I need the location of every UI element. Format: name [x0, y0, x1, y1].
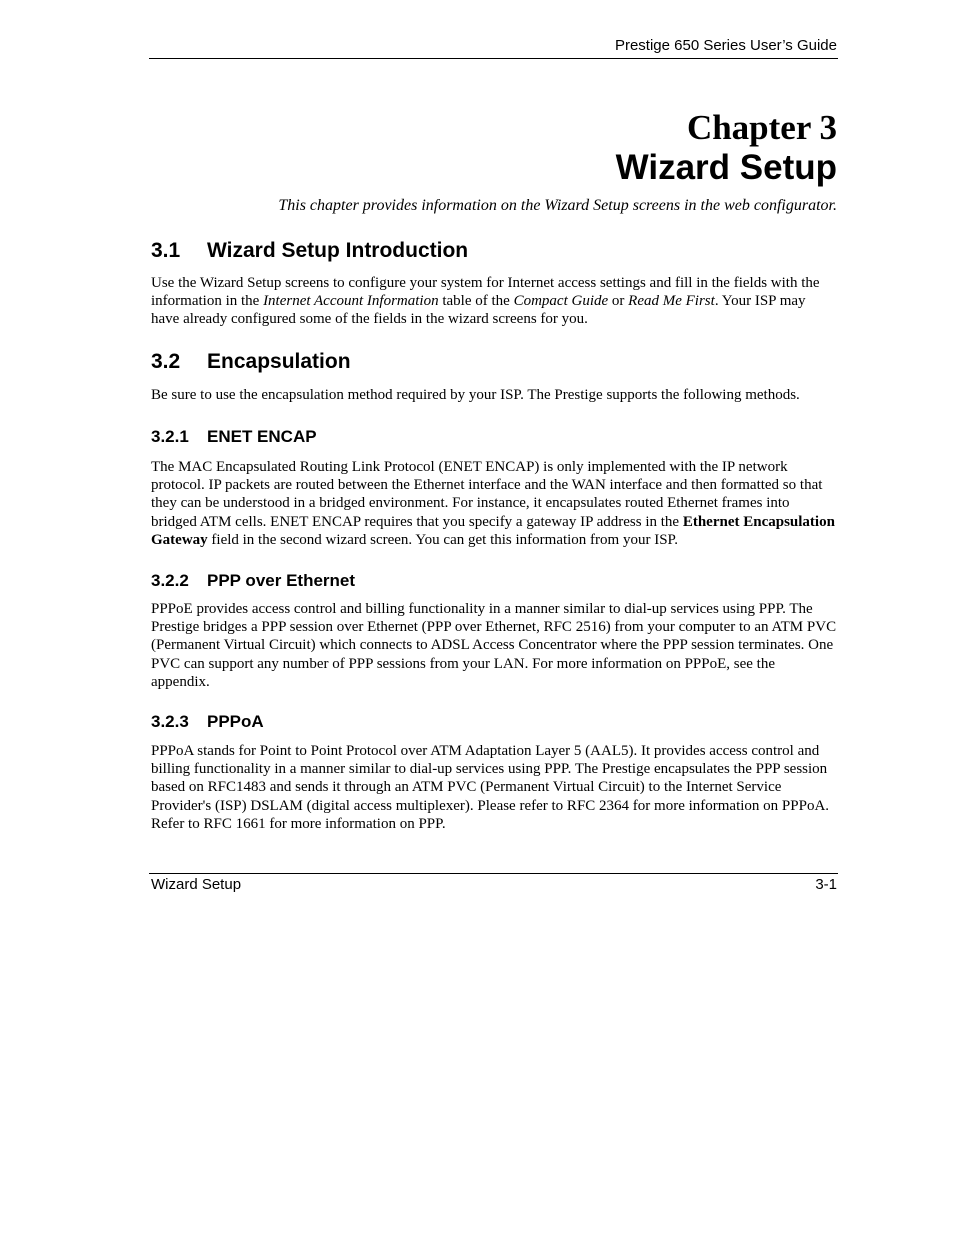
- paragraph-pppoa: PPPoA stands for Point to Point Protocol over ATM Adaptation Layer 5 (AAL5). It provides access control and billing functionality in a manner similar to dial-up services using PPP. The Prestige encapsulates the PPP session based on RFC1483 and sends it through an ATM PVC (Permanent Virtual Circuit) to the Internet Service Provider's (ISP) DSLAM (digital access multiplexer). Please refer to RFC 2364 for more information on PPPoA. Refer to RFC 1661 for more information on PPP.: [151, 743, 830, 832]
- chapter-title: Wizard Setup: [615, 148, 837, 187]
- section-title: Wizard Setup Introduction: [207, 239, 469, 262]
- text-run-italic: Internet Account Information: [263, 293, 439, 310]
- section-heading-3-2-2: [151, 571, 355, 591]
- section-title: PPPoA: [207, 712, 264, 731]
- section-heading-3-1: [151, 239, 468, 263]
- footer-page-number: 3-1: [815, 876, 837, 893]
- section-number: 3.2.2: [151, 571, 189, 590]
- text-run: Use the Wizard Setup screens to configure your system for Internet access settings and fill in the fields with the information in the: [151, 275, 820, 310]
- footer-chapter-name: Wizard Setup: [151, 876, 242, 893]
- section-title: ENET ENCAP: [207, 427, 317, 446]
- section-number: 3.2.1: [151, 427, 189, 446]
- section-heading-3-2-1: [151, 427, 317, 447]
- paragraph-wizard-intro: [151, 274, 837, 329]
- text-run: or: [608, 293, 629, 310]
- section-heading-3-2-3: [151, 712, 264, 732]
- text-run: field in the second wizard screen. You can get this information from your ISP.: [207, 531, 678, 548]
- text-run-italic: Compact Guide: [513, 293, 609, 310]
- section-title: PPP over Ethernet: [207, 571, 356, 590]
- paragraph-enet-encap: [151, 458, 837, 549]
- section-number: 3.2.3: [151, 712, 189, 731]
- text-run-bold: Ethernet Encapsulation Gateway: [151, 513, 835, 548]
- text-run: table of the: [438, 293, 514, 310]
- chapter-intro: This chapter provides information on the Wizard Setup screens in the web configurator.: [278, 197, 837, 214]
- text-run: The MAC Encapsulated Routing Link Protocol (ENET ENCAP) is only implemented with the IP network protocol. IP packets are routed between the Ethernet interface and the WAN interface and then formatted so that they can be understood in a bridged environment. For instance, it encapsulates routed Ethernet frames into bridged ATM cells. ENET ENCAP requires that you specify a gateway IP address in the: [151, 459, 823, 530]
- chapter-number: Chapter 3: [686, 108, 837, 147]
- running-header: Prestige 650 Series User’s Guide: [614, 37, 837, 54]
- footer-rule: [149, 873, 838, 874]
- text-run: . Your ISP may have already configured some of the fields in the wizard screens for you.: [151, 293, 806, 328]
- section-title: Encapsulation: [207, 350, 351, 373]
- paragraph-encapsulation: Be sure to use the encapsulation method required by your ISP. The Prestige supports the following methods.: [151, 387, 800, 403]
- section-heading-3-2: [151, 350, 351, 374]
- text-run-italic: Read Me First: [628, 293, 715, 310]
- header-rule: [149, 58, 838, 59]
- section-number: 3.1: [151, 239, 181, 262]
- paragraph-pppoe: PPPoE provides access control and billing functionality in a manner similar to dial-up services using PPP. The Prestige bridges a PPP session over Ethernet (PPP over Ethernet, RFC 2516) from your computer to an ATM PVC (Permanent Virtual Circuit) which connects to ADSL Access Concentrator where the PPP session terminates. One PVC can support any number of PPP sessions from your LAN. For more information on PPPoE, see the appendix.: [151, 601, 837, 690]
- section-number: 3.2: [151, 350, 181, 373]
